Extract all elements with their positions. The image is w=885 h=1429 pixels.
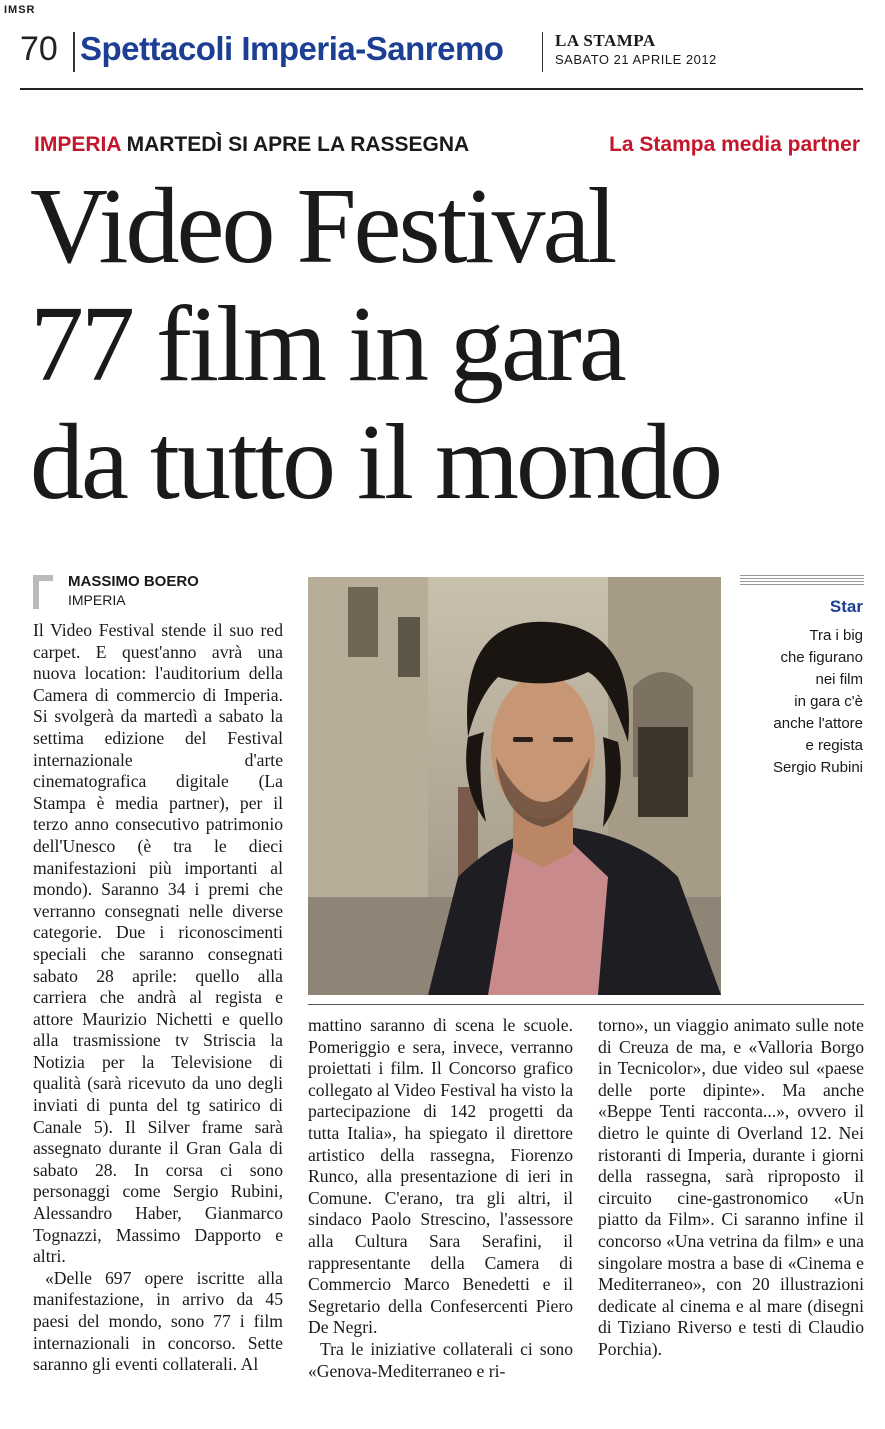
article-column-1 — [33, 620, 283, 1376]
paragraph: Tra le iniziative collaterali ci sono «Genova-Mediterraneo e ri- — [308, 1338, 573, 1381]
byline-city: IMPERIA — [68, 592, 126, 608]
photo-bottom-rule — [308, 1004, 864, 1005]
kicker-text: MARTEDÌ SI APRE LA RASSEGNA — [126, 133, 470, 156]
caption-line: nei film — [815, 671, 863, 688]
headline-line-1: Video Festival — [30, 167, 615, 286]
article-column-3 — [598, 1015, 864, 1361]
dateline: SABATO 21 APRILE 2012 — [555, 52, 717, 67]
kicker — [34, 133, 469, 157]
photo-caption — [733, 625, 863, 779]
caption-line: Sergio Rubini — [772, 759, 863, 776]
kicker-place: IMPERIA — [34, 133, 121, 156]
headline-line-3: da tutto il mondo — [30, 403, 720, 522]
paragraph: «Delle 697 opere iscritte alla manifestazione, in arrivo da 45 paesi del mondo, sono 77 i film internazionali in concorso. Sette saranno gli eventi collaterali. Al — [33, 1267, 283, 1375]
paragraph: mattino saranno di scena le scuole. Pomeriggio e sera, invece, verranno proiettati i film. Il Concorso grafico collegato al Video Festival ha visto la partecipazione di 142 progetti da tutta Italia», ha spiegato il direttore artistico della rassegna, Fiorenzo Runco, alla presentazione di ieri in Comune. C'erano, tra gli altri, il sindaco Paolo Strescino, l'assessore alla Cultura Sara Serafini, il rappresentante della Camera di Commercio Marco Benedetti e il Segretario della Confesercenti Piero De Negri. — [308, 1015, 573, 1338]
section-title: Spettacoli Imperia-Sanremo — [80, 30, 504, 67]
paragraph: Il Video Festival stende il suo red carpet. E quest'anno avrà una nuova location: l'auditorium della Camera di commercio di Imperia. Si svolgerà da martedì a sabato la settima edizione del Festival internazionale d'arte cinematografica digitale (La Stampa è media partner), per il terzo anno consecutivo patrimonio dell'Unesco (è tra le dieci manifestazioni più importanti al mondo). Saranno 34 i premi che verranno consegnati nelle diverse categorie. Due i riconoscimenti speciali che saranno consegnati sabato 28 aprile: quello alla carriera che andrà al regista e attore Maurizio Nichetti e quello alla trasmissione tv Striscia la Notizia per la Televisione di qualità (sarà ricevuto da uno degli inviati di punta del tg satirico di Canale 5). Il Silver frame sarà assegnato durante il Gran Gala di sabato 28. In corsa ci sono personaggi come Sergio Rubini, Alessandro Haber, Gianmarco Tognazzi, Massimo Dapporto e altri. — [33, 620, 283, 1267]
article-column-2 — [308, 1015, 573, 1382]
byline-marker — [33, 575, 53, 609]
caption-line: che figurano — [780, 649, 863, 666]
caption-line: in gara c'è — [794, 693, 863, 710]
page-number: 70 — [20, 30, 58, 68]
headline-line-2: 77 film in gara — [30, 285, 624, 404]
header-rule — [20, 88, 863, 90]
header-divider-right — [542, 32, 543, 72]
paragraph: torno», un viaggio animato sulle note di Creuza de ma, e «Valloria Borgo in Tecnicolor», due video sul «paese delle porte dipinte». Ma anche «Beppe Tenti racconta...», ovvero il dietro le quinte di Overland 12. Nei ristoranti di Imperia, durante i giorni della rassegna, sarà riproposto il circuito cine-gastronomico «Un piatto da Film». Ci saranno infine il concorso «Una vetrina da film» e una singolare mostra a base di «Cinema e Mediterraneo», con 20 illustrazioni dedicate al cinema e al mare (disegni di Tiziano Riverso e testi di Claudio Porchia). — [598, 1015, 864, 1359]
header-divider — [73, 32, 75, 72]
article-photo — [308, 577, 721, 995]
byline-author: MASSIMO BOERO — [68, 573, 199, 590]
portrait-photo-illustration — [308, 577, 721, 995]
masthead: LA STAMPA — [555, 31, 656, 50]
edition-code: IMSR — [4, 4, 36, 16]
caption-rule — [740, 575, 864, 587]
caption-title: Star — [829, 597, 863, 616]
headline — [30, 168, 870, 522]
caption-line: anche l'attore — [773, 715, 863, 732]
caption-line: e regista — [805, 737, 863, 754]
media-partner-label: La Stampa media partner — [609, 133, 860, 156]
caption-line: Tra i big — [809, 627, 863, 644]
